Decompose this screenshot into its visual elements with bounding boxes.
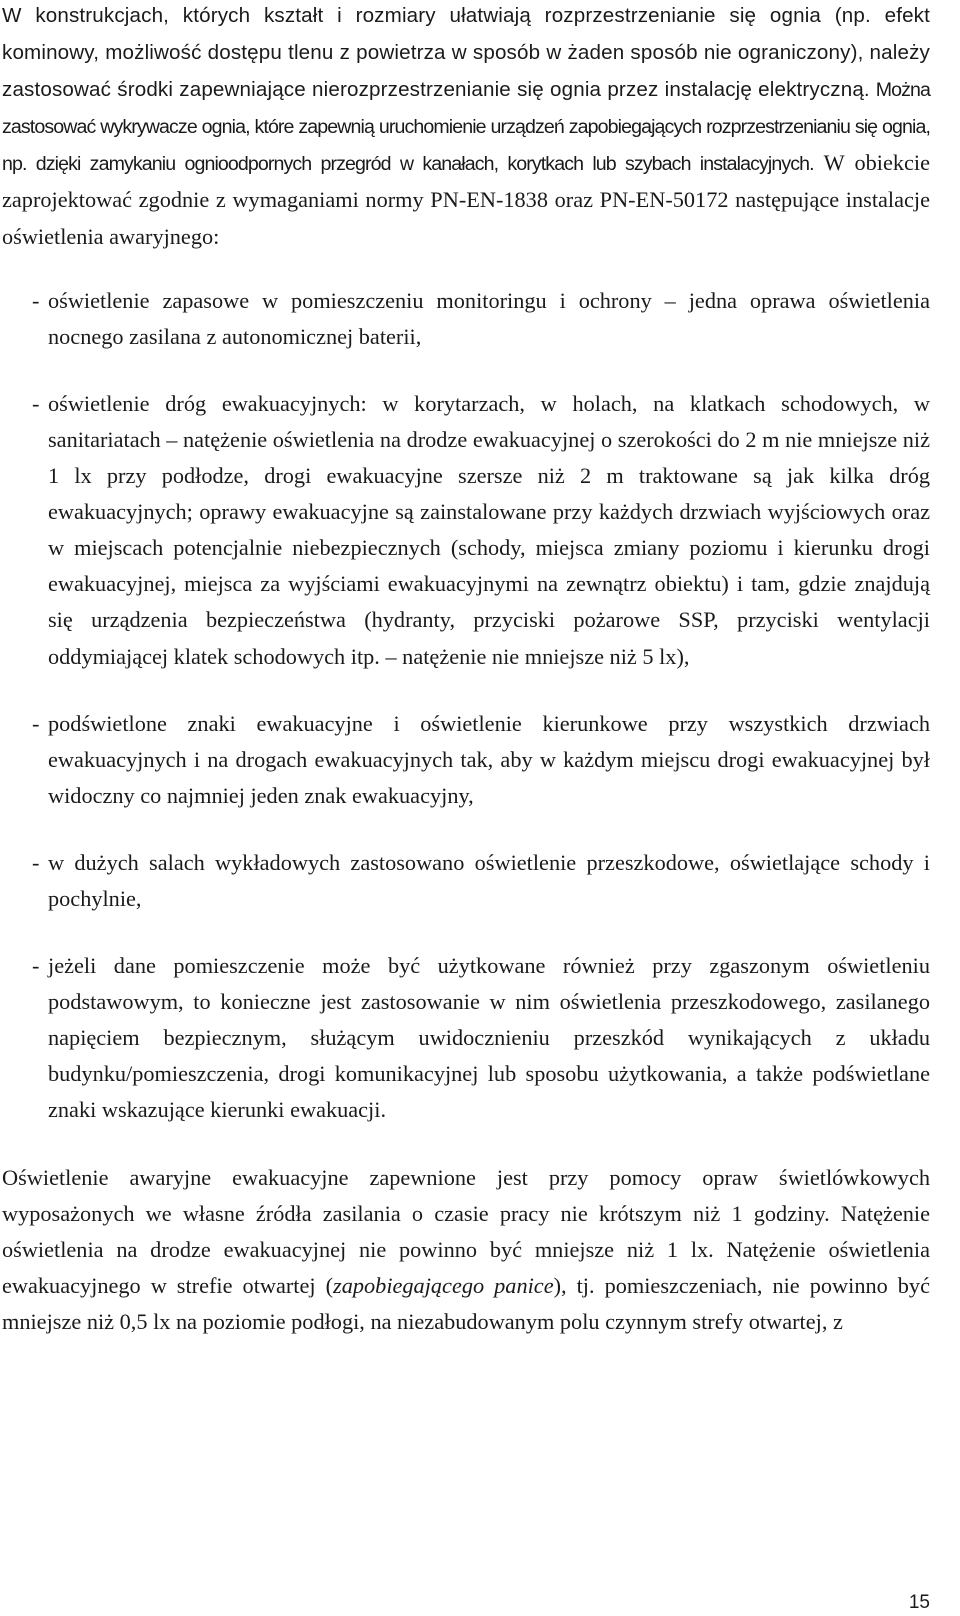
intro-text-part3: W obiekcie zaprojektować zgodnie z wymaganiami normy PN-EN-1838 oraz PN-EN-50172 następujące instalacje oświetlenia awaryjnego: (2, 150, 930, 249)
closing-paragraph (2, 1160, 930, 1340)
list-item (2, 283, 930, 355)
list-item-text: oświetlenie dróg ewakuacyjnych: w korytarzach, w holach, na klatkach schodowych, w sanitariatach – natężenie oświetlenia na drodze ewakuacyjnej o szerokości do 2 m nie mniejsze niż 1 lx przy podłodze, drogi ewakuacyjne szersze niż 2 m traktowane są jak kilka dróg ewakuacyjnych; oprawy ewakuacyjne są zainstalowane przy każdych drzwiach wyjściowych oraz w miejscach potencjalnie niebezpiecznych (schody, miejsca zmiany poziomu i kierunku drogi ewakuacyjnej, miejsca za wyjściami ewakuacyjnymi na zewnątrz obiektu) i tam, gdzie znajdują się urządzenia bezpieczeństwa (hydranty, przyciski pożarowe SSP, przyciski wentylacji oddymiającej klatek schodowych itp. – natężenie nie mniejsze niż 5 lx), (48, 390, 930, 669)
bullet-dash: - (32, 953, 40, 979)
closing-text-start: Oświetlenie awaryjne ewakuacyjne zapewnione jest przy pomocy opraw świetlówkowych wyposażonych we własne źródła zasilania o czasie pracy nie krótszym niż 1 godziny. Natężenie oświetlenia na drodze ewakuacyjnej nie powinno być mniejsze niż 1 lx. Natężenie oświetlenia ewakuacyjnego w strefie otwartej ( (2, 1164, 930, 1298)
list-item-text: jeżeli dane pomieszczenie może być użytkowane również przy zgaszonym oświetleniu podstawowym, to konieczne jest zastosowanie w nim oświetlenia przeszkodowego, zasilanego napięciem bezpiecznym, służącym uwidocznieniu przeszkód wynikających z układu budynku/pomieszczenia, drogi komunikacyjnej lub sposobu użytkowania, a także podświetlane znaki wskazujące kierunki ewakuacji. (48, 953, 930, 1123)
intro-text-part1: W konstrukcjach, których kształt i rozmiary ułatwiają rozprzestrzenianie się ognia (np. efekt kominowy, możliwość dostępu tlenu z powietrza w sposób w żaden sposób nie ograniczony), należy zastosować środki zapewniające nierozprzestrzenianie się ognia przez instalację elektryczną. (2, 4, 930, 102)
list-item (2, 706, 930, 814)
list-item (2, 948, 930, 1128)
closing-text-italic: zapobiegającego panice (333, 1272, 554, 1298)
bullet-dash: - (32, 287, 40, 313)
list-item-text: podświetlone znaki ewakuacyjne i oświetlenie kierunkowe przy wszystkich drzwiach ewakuacyjnych i na drogach ewakuacyjnych tak, aby w każdym miejscu drogi ewakuacyjnej był widoczny co najmniej jeden znak ewakuacyjny, (48, 710, 930, 808)
bullet-dash: - (32, 849, 40, 875)
emergency-lighting-list (2, 283, 930, 1129)
list-item (2, 386, 930, 675)
list-item-text: oświetlenie zapasowe w pomieszczeniu monitoringu i ochrony – jedna oprawa oświetlenia nocnego zasilana z autonomicznej baterii, (48, 287, 930, 349)
intro-text-part2: Można zastosować wykrywacze ognia, które zapewnią uruchomienie urządzeń zapobiegających rozprzestrzenianiu się ognia, np. dzięki zamykaniu ognioodpornych przegród w kanałach, korytkach lub szybach instalacyjnych. (2, 79, 930, 176)
bullet-dash: - (32, 390, 40, 416)
bullet-dash: - (32, 710, 40, 736)
list-item (2, 845, 930, 917)
document-page (2, 0, 930, 1340)
list-item-text: w dużych salach wykładowych zastosowano oświetlenie przeszkodowe, oświetlające schody i pochylnie, (48, 849, 930, 911)
page-number: 15 (908, 1592, 930, 1613)
intro-paragraph (2, 0, 930, 255)
closing-text-end: ), tj. pomieszczeniach, nie powinno być mniejsze niż 0,5 lx na poziomie podłogi, na niezabudowanym polu czynnym strefy otwartej, z (2, 1272, 930, 1334)
